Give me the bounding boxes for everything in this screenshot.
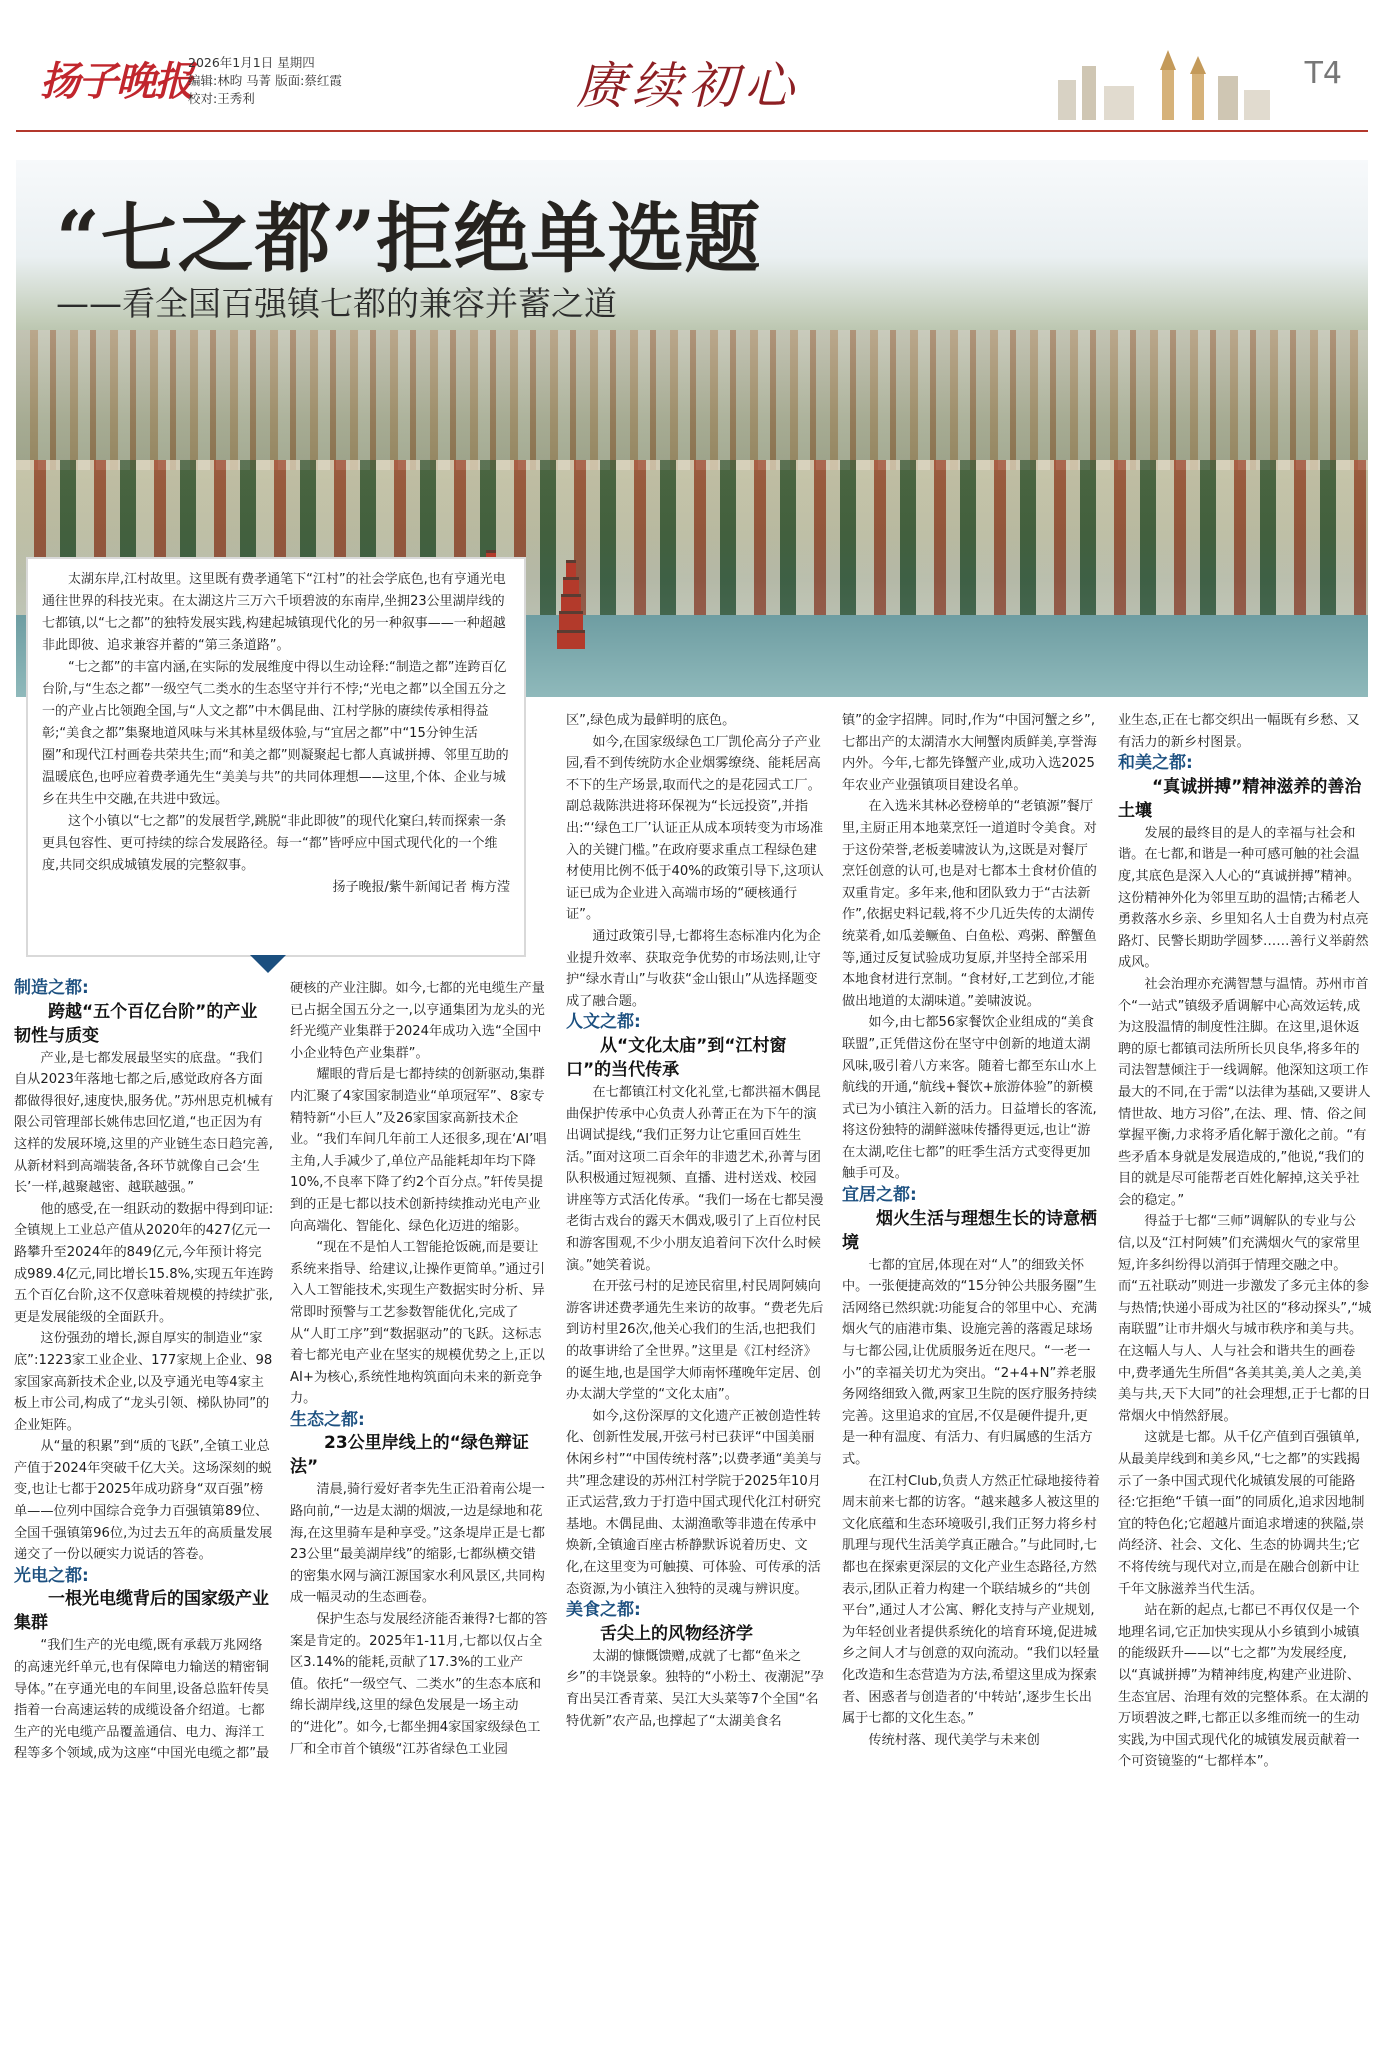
skyline-decoration-icon [1048,40,1278,120]
editors-line: 编辑:林昀 马菁 版面:蔡红霞 [188,73,342,88]
headline-title: “七之都”拒绝单选题 [56,194,762,283]
article-column-4 [842,710,1100,2040]
body-paragraph: 耀眼的背后是七都持续的创新驱动,集群内汇聚了4家国家制造业“单项冠军”、8家专精特新“小巨人”及26家国家高新技术企业。“我们车间几年前工人还很多,现在‘AI’唱主角,人手减少了,单位产品能耗却年均下降10%,不良率下降了约2个百分点。”轩传昊提到的正是七都以技术创新持续推动光电产业向高端化、智能化、绿色化迈进的缩影。 [290,1067,547,1234]
body-paragraph: 区”,绿色成为最鲜明的底色。 [566,713,736,728]
body-paragraph: 如今,这份深厚的文化遗产正被创造性转化、创新性发展,开弦弓村已获评“中国美丽休闲乡村”“中国传统村落”;以费孝通“美美与共”理念建设的苏州江村学院于2025年10月正式运营,致力于打造中国式现代化江村研究基地。木偶昆曲、太湖渔歌等非遗在传承中焕新,全镇逾百座古桥静默诉说着历史、文化,在这里变为可触摸、可体验、可传承的活态资源,为小镇注入独特的灵魂与辨识度。 [566,1408,822,1597]
body-paragraph: 传统村落、现代美学与未来创 [868,1732,1040,1748]
body-paragraph: 站在新的起点,七都已不再仅仅是一个地理名词,它正加快实现从小乡镇到小城镇的能级跃升——以“七之都”为发展经度,以“真诚拼搏”为精神纬度,构建产业进阶、生态宜居、治理有效的完整体系。在太湖的万顷碧波之畔,七都正以多维而统一的生动实践,为中国式现代化的城镇发展贡献着一个可资镜鉴的“七都样本”。 [1118,1603,1369,1770]
article-column-1 [14,978,274,2038]
body-paragraph: 从“量的积累”到“质的飞跃”,全镇工业总产值于2024年突破千亿大关。这场深刻的蜕变,也让七都于2025年成功跻身“双百强”榜单——位列中国综合竞争力百强镇第89位、全国千强镇第96位,为过去五年的高质量发展递交了一份以硬实力说话的答卷。 [14,1439,273,1563]
body-paragraph: 产业,是七都发展最坚实的底盘。“我们自从2023年落地七都之后,感觉政府各方面都做得很好,速度快,服务优。”苏州思克机械有限公司管理部长姚伟忠回忆道,“也正因为有这样的发展环境,这里的产业链生态日趋完善,从新材料到高端装备,各环节就像自己会‘生长’一样,越聚越密、越联越强。” [14,1050,274,1196]
section-label: 宜居之都: [842,1185,917,1206]
body-paragraph: 这份强劲的增长,源自厚实的制造业“家底”:1223家工业企业、177家规上企业、98家国家高新技术企业,以及亨通光电等4家主板上市公司,构成了“龙头引领、梯队协同”的企业矩阵。 [14,1331,273,1433]
body-paragraph: 通过政策引导,七都将生态标准内化为企业提升效率、获取竞争优势的市场法则,让守护“绿水青山”与收获“金山银山”从选择题变成了融合题。 [566,928,821,1009]
article-column-3 [566,710,824,2040]
section-label: 美食之都: [566,1600,641,1621]
body-paragraph: 硬核的产业注脚。如今,七都的光电缆生产量已占据全国五分之一,以亨通集团为龙头的光纤光缆产业集群于2024年成功入选“全国中小企业特色产业集群”。 [290,981,545,1061]
section-title: 烟火生活与理想生长的诗意栖境 [842,1208,1097,1253]
lead-paragraph: 这个小镇以“七之都”的发展哲学,跳脱“非此即彼”的现代化窠臼,转而探索一条更具包容性、更可持续的综合发展路径。每一“都”皆呼应中国式现代化的一个维度,共同交织成城镇发展的完整叙事。 [42,814,507,873]
body-paragraph: 得益于七都“三师”调解队的专业与公信,以及“江村阿姨”们充满烟火气的家常里短,许多纠纷得以消弭于情理交融之中。而“五社联动”则进一步激发了多元主体的参与热情;快递小哥成为社区的“移动探头”,“城南联盟”让市井烟火与城市秩序和美与共。在这幅人与人、人与社会和谐共生的画卷中,费孝通先生所倡“各美其美,美人之美,美美与共,天下大同”的社会理想,正于七都的日常烟火中悄然舒展。 [1118,1214,1372,1424]
body-paragraph: 社会治理亦充满智慧与温情。苏州市首个“一站式”镇级矛盾调解中心高效运转,成为这股温情的制度性注脚。在这里,退休返聘的原七都镇司法所所长贝良华,将多年的司法智慧倾注于一线调解。他深知这项工作最大的不同,在于需“以法律为基础,又要讲人情世故、地方习俗”,在法、理、情、俗之间掌握平衡,力求将矛盾化解于激化之前。“有些矛盾本身就是发展造成的,”他说,“我们的目的就是尽可能帮老百姓化解掉,这关乎社会的稳定。” [1118,976,1371,1208]
body-paragraph: 如今,在国家级绿色工厂凯伦高分子产业园,看不到传统防水企业烟雾缭绕、能耗居高不下的生产场景,取而代之的是花园式工厂。副总裁陈洪进将环保视为“长远投资”,并指出:“‘绿色工厂’认证正从成本项转变为市场准入的关键门槛。”在政府要求重点工程绿色建材使用比例不低于40%的政策引导下,这项认证已成为企业进入高端市场的“硬核通行证”。 [566,734,824,923]
body-paragraph: 他的感受,在一组跃动的数据中得到印证:全镇规上工业总产值从2020年的427亿元一路攀升至2024年的849亿元,今年预计将完成989.4亿元,同比增长15.8%,实现五年连跨五个百亿台阶,这不仅意味着规模的持续扩张,更是发展能级的全面跃升。 [14,1201,274,1325]
section-title: 跨越“五个百亿台阶”的产业韧性与质变 [14,1001,258,1046]
body-paragraph: 如今,由七都56家餐饮企业组成的“美食联盟”,正凭借这份在坚守中创新的地道太湖风味,吸引着八方来客。随着七都至东山水上航线的开通,“航线+餐饮+旅游体验”的新模式已为小镇注入新的活力。日益增长的客流,将这份独特的湖鲜滋味传播得更远,也让“游在太湖,吃住七都”的旺季生活方式变得更加触手可及。 [842,1015,1097,1182]
lead-paragraph: “七之都”的丰富内涵,在实际的发展维度中得以生动诠释:“制造之都”连跨百亿台阶,与“生态之都”一级空气二类水的生态坚守并行不悖;“光电之都”以全国五分之一的产业占比领跑全国,与“人文之都”中木偶昆曲、江村学脉的赓续传承相得益彰;“美食之都”集聚地道风味与米其林星级体验,与“宜居之都”中“15分钟生活圈”和现代江村画卷共荣共生;而“和美之都”则凝聚起七都人真诚拼搏、邻里互助的温暖底色,也呼应着费孝通先生“美美与共”的共同体理想——这里,个体、企业与城乡在共生中交融,在共进中致远。 [42,660,509,807]
byline: 扬子晚报/紫牛新闻记者 梅方滢 [332,880,510,895]
body-paragraph: 这就是七都。从千亿产值到百强镇单,从最美岸线到和美乡风,“七之都”的实践揭示了一条中国式现代化城镇发展的可能路径:它拒绝“千镇一面”的同质化,追求因地制宜的特色化;它超越片面追求增速的狭隘,崇尚经济、社会、文化、生态的协调共生;它不将传统与现代对立,而是在融合创新中让千年文脉滋养当代生活。 [1118,1430,1365,1597]
body-paragraph: 太湖的慷慨馈赠,成就了七都“鱼米之乡”的丰饶景象。独特的“小粉土、夜潮泥”孕育出吴江香青菜、吴江大头菜等7个全国“名特优新”农产品,也撑起了“太湖美食名 [566,1648,824,1729]
newspaper-logo: 扬子晚报 [40,58,192,105]
body-paragraph: “现在不是怕人工智能抢饭碗,而是要让系统来指导、给建议,让操作更简单。”通过引入人工智能技术,实现生产数据实时分析、异常即时预警与工艺参数智能优化,完成了从“人盯工序”到“数据驱动”的飞跃。这标志着七都光电产业在坚实的规模优势之上,正以AI+为核心,系统性地构筑面向未来的新竞争力。 [290,1240,545,1407]
body-paragraph: 七都的宜居,体现在对“人”的细致关怀中。一张便捷高效的“15分钟公共服务圈”生活网络已然织就:功能复合的邻里中心、充满烟火气的庙港市集、设施完善的落霞足球场与七都公园,让优质服务近在咫尺。“一老一小”的幸福关切尤为突出。“2+4+N”养老服务网络细致入微,两家卫生院的医疗服务持续完善。这里追求的宜居,不仅是硬件提升,更是一种有温度、有活力、有归属感的生活方式。 [842,1257,1098,1467]
lead-paragraph: 太湖东岸,江村故里。这里既有费孝通笔下“江村”的社会学底色,也有亨通光电通往世界的科技光束。在太湖这片三万六千顷碧波的东南岸,坐拥23公里湖岸线的七都镇,以“七之都”的独特发展实践,构建起城镇现代化的另一种叙事——一种超越非此即彼、追求兼容并蓄的“第三条道路”。 [42,572,506,653]
body-paragraph: 在江村Club,负责人方然正忙碌地接待着周末前来七都的访客。“越来越多人被这里的文化底蕴和生态环境吸引,我们正努力将乡村肌理与现代生活美学真正融合。”与此同时,七都也在探索更深层的文化产业生态路径,方然表示,团队正着力构建一个联结城乡的“共创平台”,通过人才公寓、孵化支持与产业规划,为年轻创业者提供系统化的培育环境,促进城乡之间人才与创意的双向流动。“我们以轻量化改造和生态营造为方法,希望这里成为探索者、困惑者与创造者的‘中转站’,逐步生长出属于七都的文化生态。” [842,1473,1100,1727]
body-paragraph: 在七都镇江村文化礼堂,七都洪福木偶昆曲保护传承中心负责人孙菁正在为下午的演出调试提线,“我们正努力让它重回百姓生活。”面对这项二百余年的非遗艺术,孙菁与团队积极通过短视频、直播、进村送戏、校园讲座等方式活化传承。“我们一场在七都吴漫老街古戏台的露天木偶戏,吸引了上百位村民和游客围观,不少小朋友追着问下次什么时候演。”她笑着说。 [566,1084,824,1273]
photo-city-skyline [16,330,1368,470]
section-title: 一根光电缆背后的国家级产业集群 [14,1589,269,1634]
section-label: 生态之都: [290,1409,365,1430]
section-label: 制造之都: [14,978,89,998]
section-title: 舌尖上的风物经济学 [600,1623,753,1644]
article-column-2 [290,978,548,2038]
section-name: 赓续初心 [576,57,800,115]
section-label: 光电之都: [14,1565,89,1586]
body-paragraph: “我们生产的光电缆,既有承载万兆网络的高速光纤单元,也有保障电力输送的精密铜导体。”在亨通光电的车间里,设备总监轩传昊指着一台高速运转的成缆设备介绍道。七都生产的光电缆产品覆盖通信、电力、海洋工程等多个领域,成为这座“中国光电缆之都”最 [14,1638,270,1762]
page-number: T4 [1304,56,1342,91]
section-label: 人文之都: [566,1012,641,1033]
section-title: 从“文化太庙”到“江村窗口”的当代传承 [566,1035,787,1080]
body-paragraph: 在入选米其林必登榜单的“老镇源”餐厅里,主厨正用本地菜烹饪一道道时令美食。对于这份荣誉,老板姜啸波认为,这既是对餐厅烹饪创意的认可,也是对七都本土食材价值的双重肯定。多年来,他和团队致力于“古法新作”,依据史料记载,将不少几近失传的太湖传统菜肴,如瓜姜鳜鱼、白鱼松、鸡粥、醉蟹鱼等,通过反复试验成功复原,并坚持全部采用本地食材进行烹制。“食材好,工艺到位,才能做出地道的太湖味道。”姜啸波说。 [842,799,1097,1009]
section-title: “真诚拼搏”精神滋养的善治土壤 [1118,776,1362,821]
section-label: 和美之都: [1118,753,1193,774]
body-paragraph: 镇”的金字招牌。同时,作为“中国河蟹之乡”,七都出产的太湖清水大闸蟹肉质鲜美,享誉海内外。今年,七都先锋蟹产业,成功入选2025年农业产业强镇项目建设名单。 [842,713,1097,793]
body-paragraph: 在开弦弓村的足迹民宿里,村民周阿姨向游客讲述费孝通先生来访的故事。“费老先后到访村里26次,他关心我们的生活,也把我们的故事讲给了全世界。”这里是《江村经济》的诞生地,也是国学大师南怀瑾晚年定居、创办太湖大学堂的“文化太庙”。 [566,1279,824,1403]
body-paragraph: 保护生态与发展经济能否兼得?七都的答案是肯定的。2025年1-11月,七都以仅占全区3.14%的能耗,贡献了17.3%的工业产值。依托“一级空气、二类水”的生态本底和绵长湖岸线,这里的绿色发展是一场主动的“进化”。如今,七都坐拥4家国家级绿色工厂和全市首个镇级“江苏省绿色工业园 [290,1612,548,1757]
issue-meta [188,54,342,108]
date-line: 2026年1月1日 星期四 [188,55,315,70]
pagoda-icon [556,560,586,649]
lead-box [26,557,526,957]
lead-pointer-icon [250,955,286,973]
headline-subtitle: ——看全国百强镇七都的兼容并蓄之道 [56,284,617,323]
body-paragraph: 清晨,骑行爱好者李先生正沿着南公堤一路向前,“一边是太湖的烟波,一边是绿地和花海,在这里骑车是种享受。”这条堤岸正是七都23公里“最美湖岸线”的缩影,七都纵横交错的密集水网与滴江源国家水利风景区,共同构成一幅灵动的生态画卷。 [290,1482,545,1606]
article-column-5 [1118,710,1372,2040]
body-paragraph: 发展的最终目的是人的幸福与社会和谐。在七都,和谐是一种可感可触的社会温度,其底色是深入人心的“真诚拼搏”精神。这份精神外化为邻里互助的温情;古稀老人勇救落水乡亲、乡里知名人士自费为村点亮路灯、民警长期助学圆梦……善行义举蔚然成风。 [1118,825,1369,971]
proof-line: 校对:王秀利 [188,91,255,106]
masthead [16,34,1368,132]
section-title: 23公里岸线上的“绿色辩证法” [290,1433,529,1478]
body-paragraph: 业生态,正在七都交织出一幅既有乡愁、又有活力的新乡村图景。 [1118,713,1360,750]
